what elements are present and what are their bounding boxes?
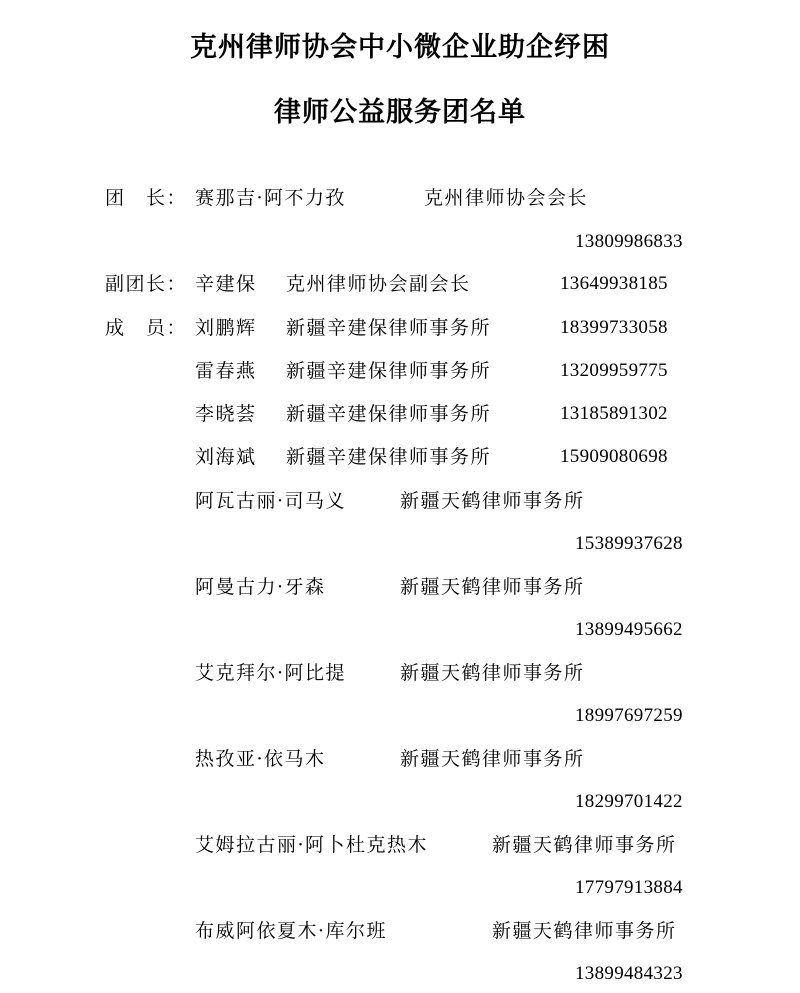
member-phone: 13209959775 — [560, 360, 668, 381]
member-firm: 新疆辛建保律师事务所 — [286, 317, 492, 339]
member-firm: 新疆天鹤律师事务所 — [400, 662, 585, 684]
member-phone: 13899495662 — [575, 619, 683, 640]
member-name: 刘鹏辉 — [195, 317, 257, 339]
deputy-title: 克州律师协会副会长 — [286, 273, 471, 295]
member-name: 艾姆拉古丽·阿卜杜克热木 — [195, 834, 429, 856]
member-name: 艾克拜尔·阿比提 — [195, 662, 347, 684]
member-phone: 17797913884 — [575, 877, 683, 898]
member-firm: 新疆辛建保律师事务所 — [286, 446, 492, 468]
members-role-label: 成 员： — [105, 317, 188, 339]
member-phone: 18299701422 — [575, 791, 683, 812]
member-name: 布威阿依夏木·库尔班 — [195, 920, 388, 942]
member-phone: 15909080698 — [560, 446, 668, 467]
leader-name: 赛那吉·阿不力孜 — [195, 187, 347, 209]
member-firm: 新疆辛建保律师事务所 — [286, 360, 492, 382]
member-firm: 新疆天鹤律师事务所 — [492, 834, 677, 856]
member-firm: 新疆天鹤律师事务所 — [400, 576, 585, 598]
leader-phone: 13809986833 — [575, 231, 683, 252]
member-phone: 18997697259 — [575, 705, 683, 726]
member-name: 刘海斌 — [195, 446, 257, 468]
deputy-role-label: 副团长： — [105, 273, 188, 295]
member-phone: 15389937628 — [575, 533, 683, 554]
deputy-name: 辛建保 — [195, 273, 257, 295]
member-name: 热孜亚·依马木 — [195, 748, 326, 770]
member-phone: 13899484323 — [575, 963, 683, 984]
member-firm: 新疆辛建保律师事务所 — [286, 403, 492, 425]
member-phone: 18399733058 — [560, 317, 668, 338]
member-name: 李晓荟 — [195, 403, 257, 425]
member-phone: 13185891302 — [560, 403, 668, 424]
leader-title: 克州律师协会会长 — [424, 187, 589, 209]
member-name: 阿曼古力·牙森 — [195, 576, 326, 598]
member-name: 阿瓦古丽·司马义 — [195, 490, 347, 512]
page-title-line-1: 克州律师协会中小微企业助企纾困 — [190, 32, 610, 63]
member-firm: 新疆天鹤律师事务所 — [492, 920, 677, 942]
member-name: 雷春燕 — [195, 360, 257, 382]
member-firm: 新疆天鹤律师事务所 — [400, 748, 585, 770]
deputy-phone: 13649938185 — [560, 273, 668, 294]
member-firm: 新疆天鹤律师事务所 — [400, 490, 585, 512]
leader-role-label: 团 长： — [105, 187, 188, 209]
page-title-line-2: 律师公益服务团名单 — [274, 97, 526, 128]
